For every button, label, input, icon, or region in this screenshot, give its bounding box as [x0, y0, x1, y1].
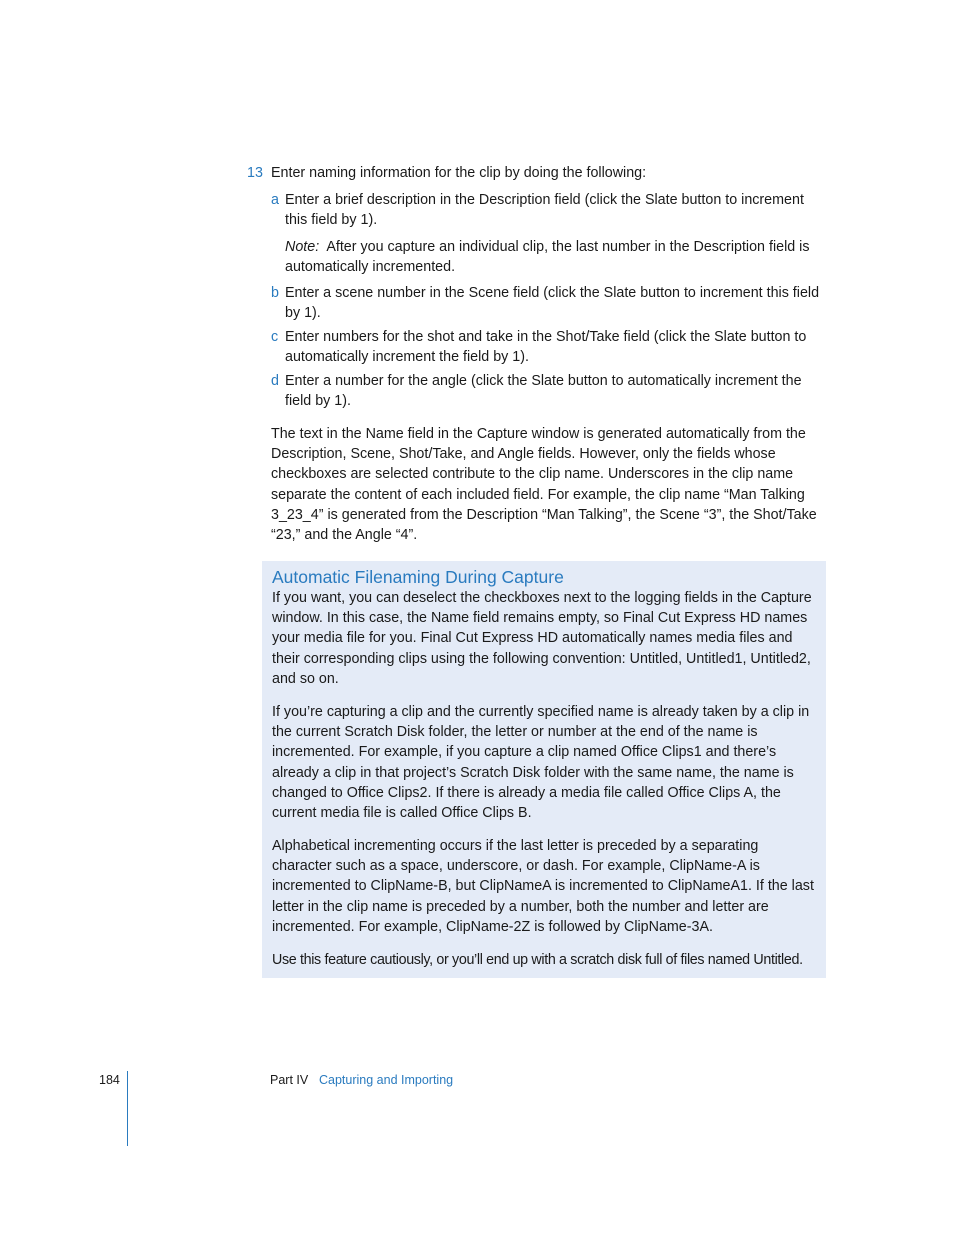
sidebar-paragraph: Alphabetical incrementing occurs if the last letter is preceded by a separating character such as a space, underscore, or dash. For example, ClipName-A is incremented to ClipName-B, but ClipNameA is incremented to ClipNameA1. If the last letter in the clip name is preceded by a number, both the number and letter are incremented. For example, ClipName-2Z is followed by ClipName-3A.	[272, 838, 814, 935]
sidebar-paragraph: If you want, you can deselect the checkboxes next to the logging fields in the Capture window. In this case, the Name field remains empty, so Final Cut Express HD names your media file for you. Final Cut Express HD automatically names media files and their corresponding clips using the following convention: Untitled, Untitled1, Untitled2, and so on.	[272, 590, 812, 687]
substep-b-letter: b	[271, 285, 279, 301]
footer-part: Part IV	[270, 1073, 309, 1087]
sidebar-title: Automatic Filenaming During Capture	[272, 567, 564, 587]
substep-c-text: Enter numbers for the shot and take in the Shot/Take field (click the Slate button to automatically increment the field by 1).	[285, 329, 807, 366]
page-number: 184	[99, 1073, 120, 1087]
step-text: Enter naming information for the clip by doing the following:	[271, 165, 647, 181]
substep-d-text: Enter a number for the angle (click the Slate button to automatically increment the field by 1).	[285, 373, 802, 410]
body-paragraph: The text in the Name field in the Capture window is generated automatically from the Description, Scene, Shot/Take, and Angle fields. However, only the fields whose checkboxes are selected contribute to the clip name. Underscores in the clip name separate the content of each included field. For example, the clip name “Man Talking 3_23_4” is generated from the Description “Man Talking”, the Scene “3”, the Shot/Take “23,” and the Angle “4”.	[271, 426, 817, 544]
substep-a-text: Enter a brief description in the Description field (click the Slate button to increment this field by 1).	[285, 192, 804, 229]
footer-rule	[127, 1071, 128, 1146]
substep-b-text: Enter a scene number in the Scene field (click the Slate button to increment this field by 1).	[285, 285, 820, 322]
note-text: After you capture an individual clip, the last number in the Description field is automatically incremented.	[285, 239, 810, 276]
sidebar-paragraph: If you’re capturing a clip and the currently specified name is already taken by a clip in the current Scratch Disk folder, the letter or number at the end of the name is incremented. For example, if you capture a clip named Office Clips1 and there’s already a clip in that project’s Scratch Disk folder with the same name, the name is changed to Office Clips2. If there is already a media file called Office Clips A, the current media file is called Office Clips B.	[272, 704, 810, 822]
sidebar-paragraph: Use this feature cautiously, or you’ll end up with a scratch disk full of files named Untitled.	[272, 952, 803, 968]
footer-chapter-link[interactable]: Capturing and Importing	[319, 1073, 454, 1087]
step-number: 13	[247, 165, 263, 181]
note	[285, 237, 830, 277]
note-label: Note:	[285, 239, 320, 255]
substep-c-letter: c	[271, 329, 279, 345]
substep-a-letter: a	[271, 192, 279, 208]
substep-d-letter: d	[271, 373, 279, 389]
